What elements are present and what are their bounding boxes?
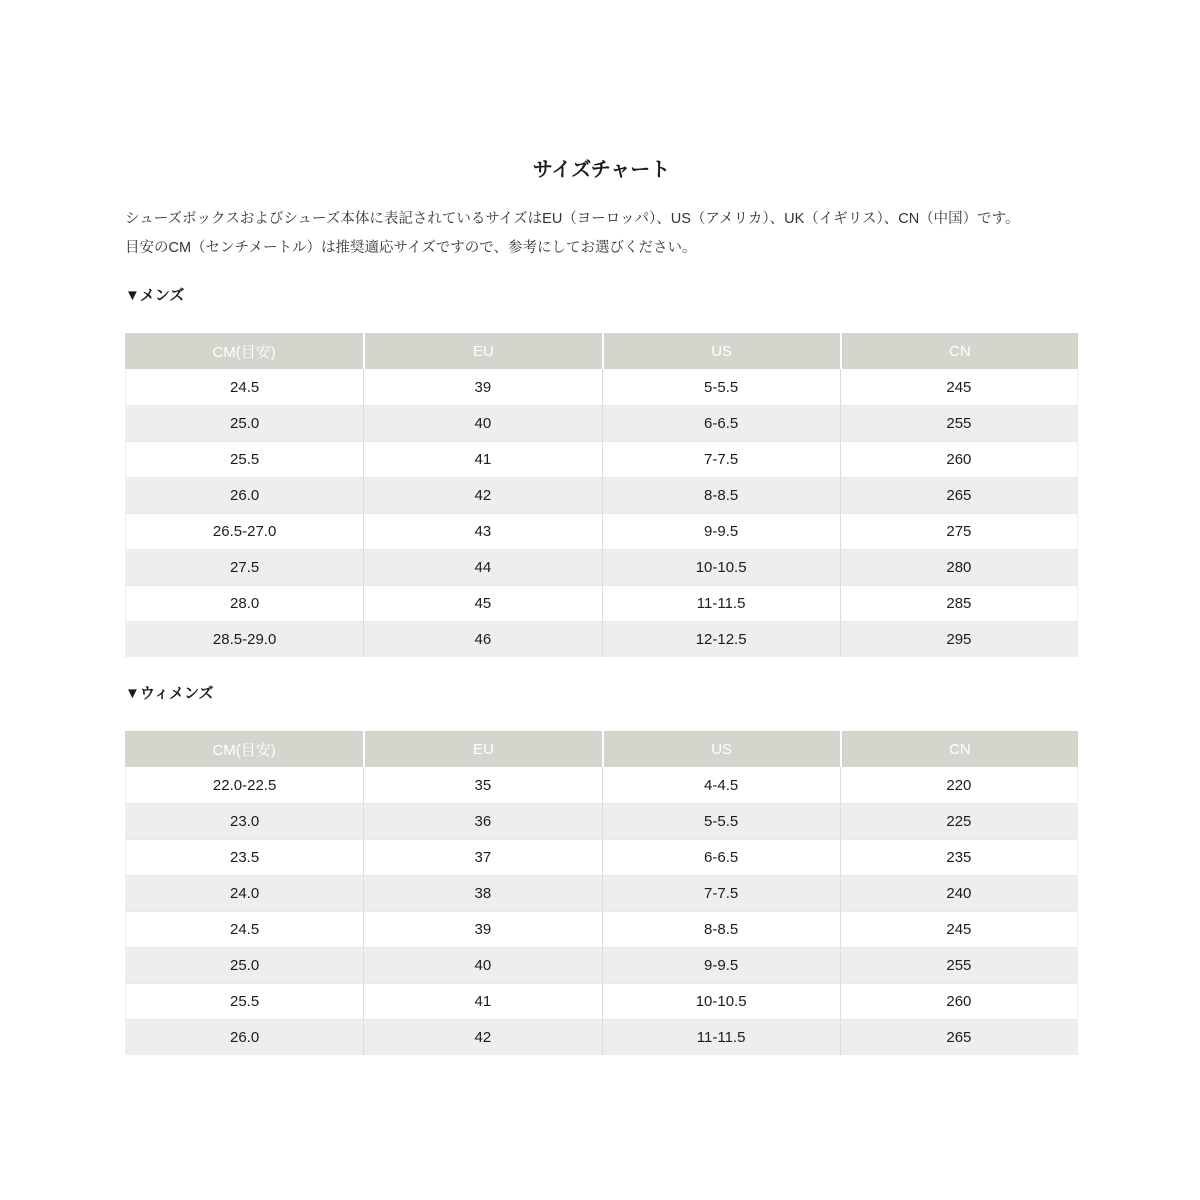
table-cell: 245 — [840, 369, 1078, 405]
table-row — [125, 549, 1078, 585]
table-cell: 24.0 — [125, 875, 363, 911]
table-cell: 11-11.5 — [602, 585, 840, 621]
mens-table-body — [125, 369, 1078, 657]
table-cell: 6-6.5 — [602, 405, 840, 441]
table-cell: 24.5 — [125, 911, 363, 947]
table-cell: 46 — [363, 621, 601, 657]
table-cell: 4-4.5 — [602, 767, 840, 803]
table-cell: 7-7.5 — [602, 441, 840, 477]
table-cell: 9-9.5 — [602, 947, 840, 983]
table-cell: 255 — [840, 947, 1078, 983]
table-cell: 295 — [840, 621, 1078, 657]
table-row — [125, 875, 1078, 911]
table-cell: 5-5.5 — [602, 803, 840, 839]
mens-table-header — [125, 333, 1078, 369]
column-header: CM(目安) — [125, 731, 363, 767]
size-chart-description — [125, 205, 1078, 263]
table-cell: 42 — [363, 477, 601, 513]
table-row — [125, 983, 1078, 1019]
table-cell: 10-10.5 — [602, 983, 840, 1019]
column-header: US — [602, 731, 840, 767]
table-row — [125, 947, 1078, 983]
header-row — [125, 333, 1078, 369]
table-cell: 27.5 — [125, 549, 363, 585]
table-cell: 25.5 — [125, 441, 363, 477]
table-row — [125, 405, 1078, 441]
table-cell: 25.0 — [125, 947, 363, 983]
womens-section-label: ▼ウィメンズ — [125, 685, 214, 702]
table-row — [125, 803, 1078, 839]
table-cell: 24.5 — [125, 369, 363, 405]
table-row — [125, 1019, 1078, 1055]
table-cell: 22.0-22.5 — [125, 767, 363, 803]
table-row — [125, 441, 1078, 477]
table-cell: 240 — [840, 875, 1078, 911]
table-cell: 285 — [840, 585, 1078, 621]
table-row — [125, 477, 1078, 513]
table-cell: 5-5.5 — [602, 369, 840, 405]
table-cell: 28.0 — [125, 585, 363, 621]
header-row — [125, 731, 1078, 767]
table-cell: 8-8.5 — [602, 911, 840, 947]
column-header: CN — [840, 731, 1078, 767]
table-cell: 26.5-27.0 — [125, 513, 363, 549]
table-cell: 41 — [363, 983, 601, 1019]
table-row — [125, 585, 1078, 621]
table-cell: 225 — [840, 803, 1078, 839]
column-header: EU — [363, 731, 601, 767]
table-row — [125, 839, 1078, 875]
table-row — [125, 911, 1078, 947]
table-cell: 255 — [840, 405, 1078, 441]
table-cell: 23.5 — [125, 839, 363, 875]
table-cell: 260 — [840, 983, 1078, 1019]
table-cell: 36 — [363, 803, 601, 839]
table-cell: 12-12.5 — [602, 621, 840, 657]
column-header: CM(目安) — [125, 333, 363, 369]
table-cell: 35 — [363, 767, 601, 803]
table-cell: 265 — [840, 1019, 1078, 1055]
table-cell: 245 — [840, 911, 1078, 947]
table-cell: 265 — [840, 477, 1078, 513]
table-cell: 26.0 — [125, 1019, 363, 1055]
description-line-1: シューズボックスおよびシューズ本体に表記されているサイズはEU（ヨーロッパ）、US（アメリカ）、UK（イギリス）、CN（中国）です。 — [125, 211, 1020, 227]
column-header: US — [602, 333, 840, 369]
table-cell: 28.5-29.0 — [125, 621, 363, 657]
womens-table-header — [125, 731, 1078, 767]
table-cell: 44 — [363, 549, 601, 585]
table-cell: 260 — [840, 441, 1078, 477]
mens-section-label: ▼メンズ — [125, 287, 185, 304]
womens-size-table — [125, 731, 1078, 1055]
table-row — [125, 369, 1078, 405]
table-cell: 39 — [363, 911, 601, 947]
table-cell: 11-11.5 — [602, 1019, 840, 1055]
table-cell: 39 — [363, 369, 601, 405]
table-cell: 40 — [363, 947, 601, 983]
table-cell: 7-7.5 — [602, 875, 840, 911]
table-cell: 6-6.5 — [602, 839, 840, 875]
column-header: CN — [840, 333, 1078, 369]
table-cell: 280 — [840, 549, 1078, 585]
table-cell: 25.0 — [125, 405, 363, 441]
table-cell: 9-9.5 — [602, 513, 840, 549]
table-cell: 10-10.5 — [602, 549, 840, 585]
womens-table-body — [125, 767, 1078, 1055]
table-cell: 37 — [363, 839, 601, 875]
table-row — [125, 513, 1078, 549]
size-chart-page — [125, 0, 1078, 1055]
table-cell: 235 — [840, 839, 1078, 875]
table-cell: 42 — [363, 1019, 601, 1055]
column-header: EU — [363, 333, 601, 369]
table-cell: 43 — [363, 513, 601, 549]
page-title: サイズチャート — [532, 159, 671, 181]
table-cell: 8-8.5 — [602, 477, 840, 513]
table-cell: 41 — [363, 441, 601, 477]
table-cell: 38 — [363, 875, 601, 911]
table-cell: 26.0 — [125, 477, 363, 513]
table-cell: 23.0 — [125, 803, 363, 839]
description-line-2: 目安のCM（センチメートル）は推奨適応サイズですので、参考にしてお選びください。 — [125, 240, 697, 256]
table-row — [125, 621, 1078, 657]
mens-size-table — [125, 333, 1078, 657]
table-cell: 220 — [840, 767, 1078, 803]
table-cell: 275 — [840, 513, 1078, 549]
table-cell: 25.5 — [125, 983, 363, 1019]
table-cell: 40 — [363, 405, 601, 441]
table-row — [125, 767, 1078, 803]
table-cell: 45 — [363, 585, 601, 621]
